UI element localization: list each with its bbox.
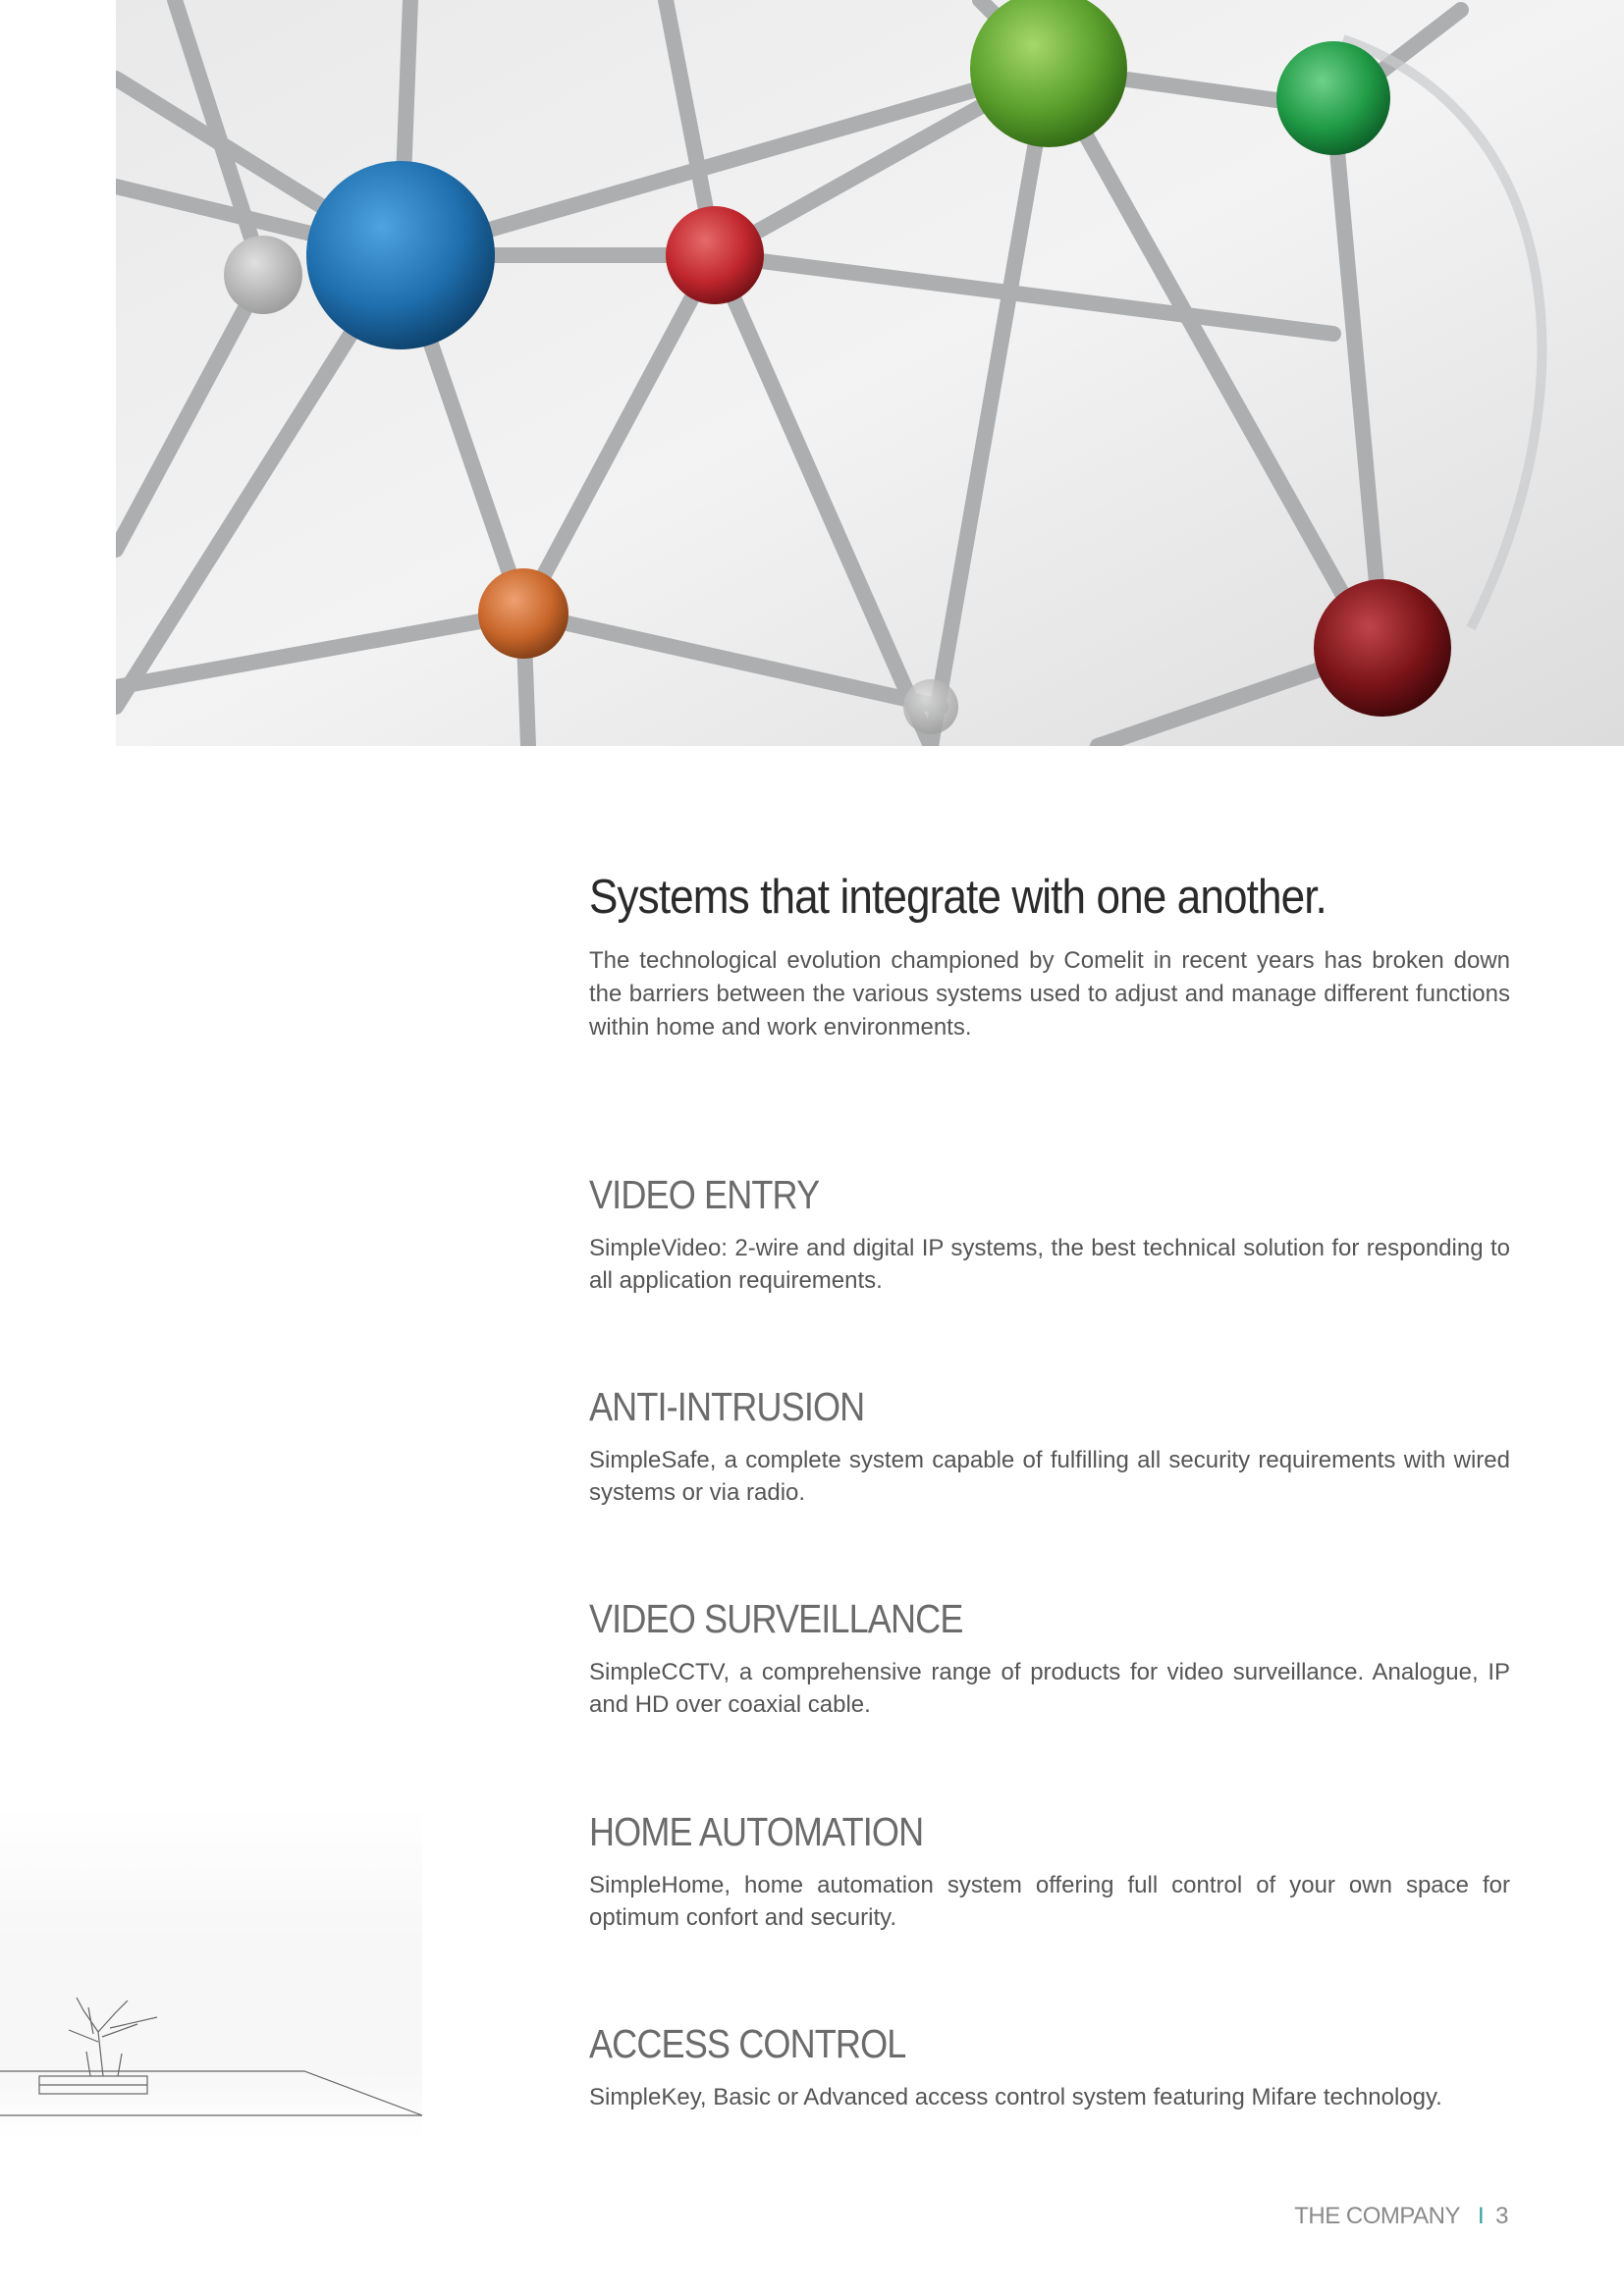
section-heading: HOME AUTOMATION — [589, 1809, 924, 1854]
orange-node — [478, 568, 568, 659]
section-text: SimpleCCTV, a comprehensive range of products for video surveillance. Analogue, IP and HD over coaxial cable. — [589, 1659, 1510, 1718]
section-heading: ANTI-INTRUSION — [589, 1384, 865, 1429]
page-footer — [1294, 2203, 1508, 2230]
grey-node — [224, 236, 302, 314]
section-text: SimpleVideo: 2-wire and digital IP systems, the best technical solution for responding to all application requirements. — [589, 1235, 1510, 1294]
main-content — [589, 870, 1510, 2110]
emerald-node — [1276, 41, 1390, 155]
section-access-control — [589, 2021, 1510, 2113]
page-number: 3 — [1495, 2203, 1508, 2229]
section-text: SimpleKey, Basic or Advanced access control system featuring Mifare technology. — [589, 2084, 1442, 2110]
footer-separator: I — [1477, 2203, 1485, 2229]
molecular-network-illustration — [116, 0, 1624, 746]
section-text: SimpleHome, home automation system offering full control of your own space for optimum confort and security. — [589, 1872, 1510, 1931]
grey-node-small — [903, 679, 958, 734]
section-text: SimpleSafe, a complete system capable of fulfilling all security requirements with wired systems or via radio. — [589, 1447, 1510, 1506]
section-heading: VIDEO ENTRY — [589, 1172, 820, 1217]
section-heading: VIDEO SURVEILLANCE — [589, 1596, 963, 1641]
section-heading: ACCESS CONTROL — [589, 2021, 906, 2066]
section-anti-intrusion — [589, 1384, 1510, 1509]
intro-paragraph: The technological evolution championed by Comelit in recent years has broken down the barriers between the various systems used to adjust and manage different functions within home and work environments. — [589, 947, 1510, 1041]
landscape-sketch — [0, 1806, 422, 2140]
red-node — [666, 206, 764, 304]
section-video-surveillance — [589, 1596, 1510, 1721]
dark-red-node — [1314, 579, 1451, 717]
hero-image — [116, 0, 1624, 746]
section-home-automation — [589, 1809, 1510, 1934]
section-video-entry — [589, 1172, 1510, 1297]
page-title: Systems that integrate with one another. — [589, 871, 1326, 924]
footer-section-label: THE COMPANY — [1294, 2203, 1460, 2229]
blue-node — [306, 161, 495, 349]
